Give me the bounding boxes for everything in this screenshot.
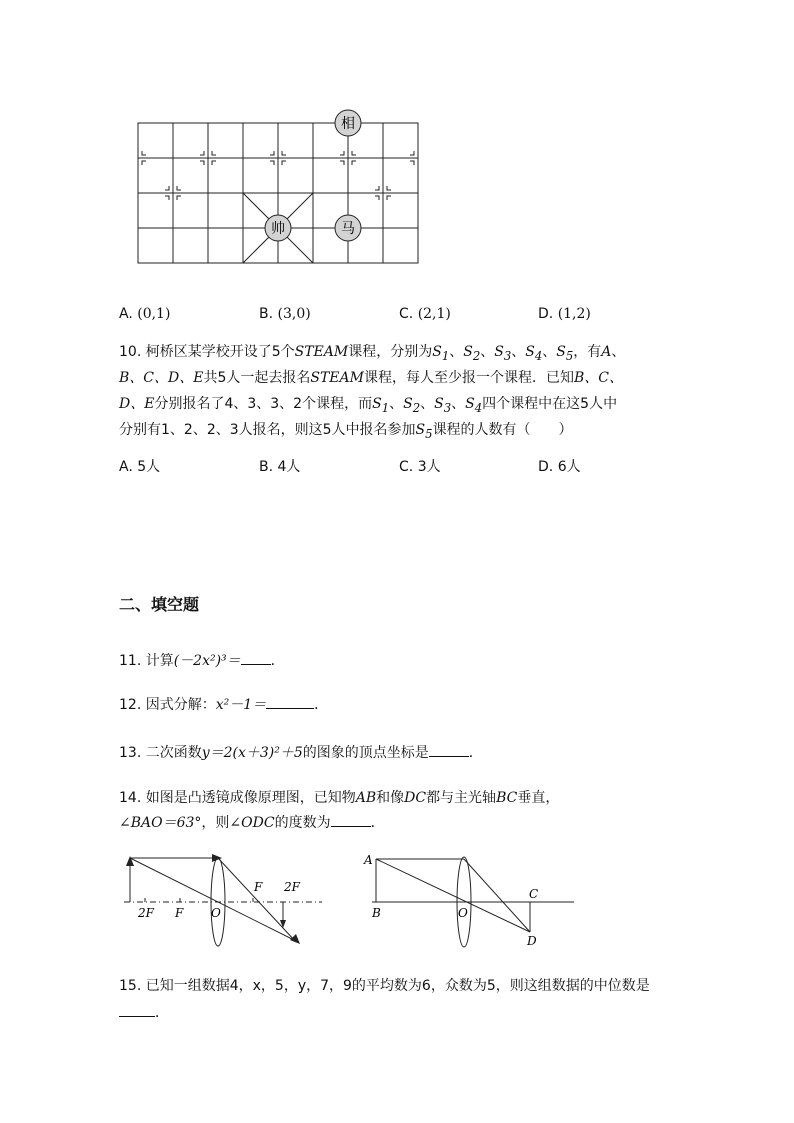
q14-line-2: ∠BAO＝63°，则∠ODC的度数为 ． bbox=[119, 812, 385, 833]
svg-text:2F: 2F bbox=[138, 906, 154, 920]
q14-line-1: 14. 如图是凸透镜成像原理图，已知物AB和像DC都与主光轴BC垂直， bbox=[119, 790, 560, 806]
q9-option-d: D. (1,2) bbox=[538, 306, 591, 322]
svg-text:马: 马 bbox=[341, 221, 355, 237]
q9-option-a: A. (0,1) bbox=[119, 306, 171, 322]
q10-line-1: 10. 柯桥区某学校开设了5个STEAM课程，分别为$S_1$、$S_2$、$S_3$、$S_4$、$S_5$，有A、 bbox=[119, 344, 626, 363]
svg-text:D: D bbox=[527, 934, 537, 948]
q15-line-1: 15. 已知一组数据4，x，5，y，7，9的平均数为6，众数为5，则这组数据的中位数是 bbox=[119, 978, 650, 994]
lens-diagram-right bbox=[360, 850, 580, 950]
svg-text:B: B bbox=[372, 906, 381, 920]
piece-xiang bbox=[335, 110, 361, 136]
piece-shuai bbox=[265, 215, 291, 241]
svg-text:O: O bbox=[211, 906, 221, 920]
q10-line-2: B、C、D、E共5人一起去报名STEAM课程，每人至少报一个课程．已知B、C、 bbox=[119, 370, 623, 386]
chess-board-figure bbox=[120, 100, 420, 270]
piece-ma bbox=[335, 215, 361, 241]
svg-text:O: O bbox=[458, 906, 468, 920]
board-grid bbox=[138, 123, 418, 263]
svg-text:帅: 帅 bbox=[271, 221, 285, 237]
q10-option-d: D. 6人 bbox=[538, 459, 581, 475]
svg-text:F: F bbox=[175, 906, 184, 920]
q12: 12. 因式分解：x²－1＝ ． bbox=[119, 694, 328, 715]
section-title: 二、填空题 bbox=[119, 595, 200, 614]
svg-text:F: F bbox=[254, 880, 263, 894]
q10-line-4: 分别有1、2、2、3人报名，则这5人中报名参加$S_5$课程的人数有（ ） bbox=[119, 422, 573, 441]
q9-option-c: C. (2,1) bbox=[399, 306, 451, 322]
q9-option-b: B. (3,0) bbox=[259, 306, 311, 322]
q10-option-b: B. 4人 bbox=[259, 459, 301, 475]
q13: 13. 二次函数y＝2(x＋3)²＋5的图象的顶点坐标是 ． bbox=[119, 742, 483, 763]
svg-text:C: C bbox=[529, 887, 539, 901]
svg-text:相: 相 bbox=[341, 116, 355, 132]
svg-text:2F: 2F bbox=[284, 880, 300, 894]
q10-option-c: C. 3人 bbox=[399, 459, 441, 475]
q10-option-a: A. 5人 bbox=[119, 459, 161, 475]
q10-line-3: D、E分别报名了4、3、3、2个课程，而$S_1$、$S_2$、$S_3$、$S_4$四个课程中在这5人中 bbox=[119, 396, 618, 415]
q11: 11. 计算(－2x²)³＝ ． bbox=[119, 650, 285, 671]
svg-text:A: A bbox=[364, 853, 373, 867]
lens-diagram-left bbox=[120, 850, 330, 950]
q15-line-2: ． bbox=[119, 1002, 169, 1023]
